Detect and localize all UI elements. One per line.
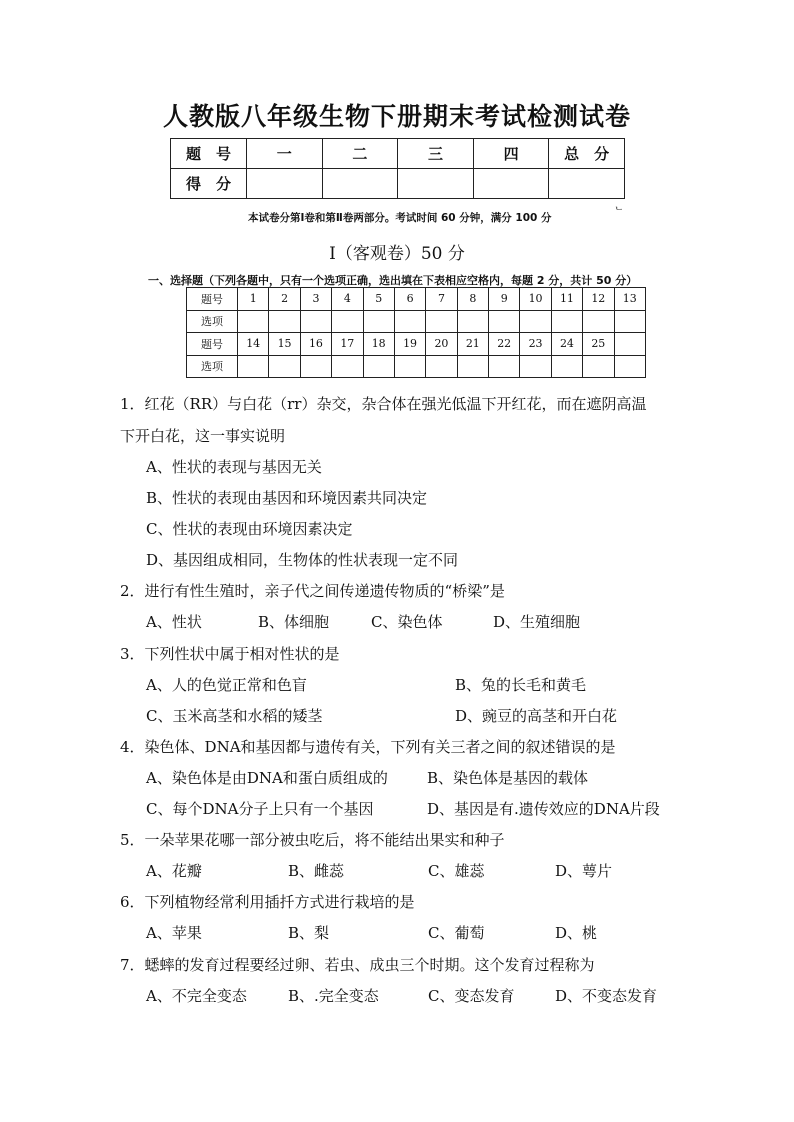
question-number: 2 bbox=[269, 288, 300, 311]
question-2-option-d: D、生殖细胞 bbox=[493, 613, 581, 631]
score-header-cell: 题 号 bbox=[171, 139, 247, 169]
question-number: 14 bbox=[238, 333, 269, 356]
score-row-label: 得 分 bbox=[171, 169, 247, 199]
question-number: 17 bbox=[332, 333, 363, 356]
question-1-option-c: C、性状的表现由环境因素决定 bbox=[146, 520, 353, 538]
score-header-row bbox=[171, 139, 625, 169]
answer-number-row bbox=[187, 333, 646, 356]
question-number: 22 bbox=[489, 333, 520, 356]
answer-row-label: 题号 bbox=[187, 288, 238, 311]
question-3-option-a: A、人的色觉正常和色盲 bbox=[146, 676, 307, 694]
answer-number-row bbox=[187, 288, 646, 311]
answer-cell bbox=[269, 310, 300, 333]
question-6-option-a: A、苹果 bbox=[146, 924, 202, 942]
question-number: 8 bbox=[457, 288, 488, 311]
question-3-option-d: D、豌豆的高茎和开白花 bbox=[455, 707, 618, 725]
choice-instructions: 一、选择题（下列各题中，只有一个选项正确，选出填在下表相应空格内，每题 2 分，共计 50 分） bbox=[148, 274, 638, 287]
question-number: 1 bbox=[238, 288, 269, 311]
question-number: 23 bbox=[520, 333, 551, 356]
answer-choice-row bbox=[187, 310, 646, 333]
answer-cell bbox=[238, 310, 269, 333]
score-table bbox=[170, 138, 625, 199]
score-header-cell: 二 bbox=[322, 139, 398, 169]
answer-row-label: 选项 bbox=[187, 355, 238, 378]
score-cell bbox=[322, 169, 398, 199]
answer-cell bbox=[457, 355, 488, 378]
answer-cell bbox=[363, 310, 394, 333]
question-number: 12 bbox=[583, 288, 614, 311]
answer-cell bbox=[238, 355, 269, 378]
question-5-option-a: A、花瓣 bbox=[146, 862, 202, 880]
answer-cell bbox=[457, 310, 488, 333]
question-3-option-b: B、兔的长毛和黄毛 bbox=[455, 676, 587, 694]
question-1-option-d: D、基因组成相同，生物体的性状表现一定不同 bbox=[146, 551, 459, 569]
answer-row-label: 题号 bbox=[187, 333, 238, 356]
answer-cell bbox=[300, 355, 331, 378]
question-2-stem: 2．进行有性生殖时，亲子代之间传递遗传物质的“桥梁”是 bbox=[120, 582, 505, 600]
question-4-option-a: A、染色体是由DNA和蛋白质组成的 bbox=[146, 769, 388, 787]
answer-cell bbox=[363, 355, 394, 378]
question-number: 18 bbox=[363, 333, 394, 356]
question-2-option-c: C、染色体 bbox=[371, 613, 443, 631]
question-number: 25 bbox=[583, 333, 614, 356]
answer-cell bbox=[426, 310, 457, 333]
score-header-cell: 总 分 bbox=[549, 139, 625, 169]
answer-table bbox=[186, 287, 646, 378]
answer-cell bbox=[520, 310, 551, 333]
answer-cell bbox=[394, 355, 425, 378]
question-number: 16 bbox=[300, 333, 331, 356]
answer-cell bbox=[489, 355, 520, 378]
question-number: 3 bbox=[300, 288, 331, 311]
question-7-option-a: A、不完全变态 bbox=[146, 987, 247, 1005]
question-number bbox=[614, 333, 646, 356]
answer-cell bbox=[614, 310, 646, 333]
answer-cell bbox=[269, 355, 300, 378]
score-cell bbox=[398, 169, 474, 199]
question-6-option-c: C、葡萄 bbox=[428, 924, 485, 942]
answer-cell bbox=[332, 355, 363, 378]
answer-cell bbox=[332, 310, 363, 333]
answer-cell bbox=[583, 310, 614, 333]
question-number: 10 bbox=[520, 288, 551, 311]
exam-title: 人教版八年级生物下册期末考试检测试卷 bbox=[162, 102, 631, 131]
question-number: 11 bbox=[551, 288, 582, 311]
question-number: 15 bbox=[269, 333, 300, 356]
question-7-stem: 7．蟋蟀的发育过程要经过卵、若虫、成虫三个时期。这个发育过程称为 bbox=[120, 956, 595, 974]
answer-cell bbox=[394, 310, 425, 333]
answer-row-label: 选项 bbox=[187, 310, 238, 333]
section-title: Ⅰ（客观卷）50 分 bbox=[329, 244, 465, 264]
score-cell bbox=[247, 169, 323, 199]
exam-note: 本试卷分第Ⅰ卷和第Ⅱ卷两部分。考试时间 60 分钟，满分 100 分 bbox=[248, 212, 552, 224]
score-header-cell: 一 bbox=[247, 139, 323, 169]
answer-cell bbox=[300, 310, 331, 333]
question-number: 20 bbox=[426, 333, 457, 356]
question-3-option-c: C、玉米高茎和水稻的矮茎 bbox=[146, 707, 323, 725]
question-number: 21 bbox=[457, 333, 488, 356]
question-number: 24 bbox=[551, 333, 582, 356]
question-5-stem: 5．一朵苹果花哪一部分被虫吃后，将不能结出果实和种子 bbox=[120, 831, 505, 849]
question-4-option-d: D、基因是有.遗传效应的DNA片段 bbox=[427, 800, 660, 818]
answer-cell bbox=[583, 355, 614, 378]
answer-cell bbox=[551, 310, 582, 333]
question-number: 7 bbox=[426, 288, 457, 311]
question-4-stem: 4．染色体、DNA和基因都与遗传有关，下列有关三者之间的叙述错误的是 bbox=[120, 738, 616, 756]
question-7-option-b: B、.完全变态 bbox=[288, 987, 379, 1005]
question-7-option-d: D、不变态发育 bbox=[555, 987, 658, 1005]
question-7-option-c: C、变态发育 bbox=[428, 987, 515, 1005]
answer-cell bbox=[489, 310, 520, 333]
question-5-option-c: C、雄蕊 bbox=[428, 862, 485, 880]
question-number: 6 bbox=[394, 288, 425, 311]
question-6-option-d: D、桃 bbox=[555, 924, 598, 942]
score-value-row bbox=[171, 169, 625, 199]
answer-cell bbox=[520, 355, 551, 378]
answer-cell bbox=[551, 355, 582, 378]
corner-mark: ᄂ bbox=[614, 207, 624, 218]
question-number: 4 bbox=[332, 288, 363, 311]
question-5-option-d: D、萼片 bbox=[555, 862, 613, 880]
question-6-option-b: B、梨 bbox=[288, 924, 330, 942]
question-number: 9 bbox=[489, 288, 520, 311]
answer-choice-row bbox=[187, 355, 646, 378]
question-number: 5 bbox=[363, 288, 394, 311]
score-header-cell: 四 bbox=[473, 139, 549, 169]
question-1-stem-cont: 下开白花，这一事实说明 bbox=[120, 427, 286, 445]
question-2-option-a: A、性状 bbox=[146, 613, 202, 631]
score-cell bbox=[549, 169, 625, 199]
question-3-stem: 3．下列性状中属于相对性状的是 bbox=[120, 645, 340, 663]
score-cell bbox=[473, 169, 549, 199]
question-1-option-b: B、性状的表现由基因和环境因素共同决定 bbox=[146, 489, 428, 507]
question-4-option-c: C、每个DNA分子上只有一个基因 bbox=[146, 800, 374, 818]
answer-cell bbox=[614, 355, 646, 378]
question-number: 13 bbox=[614, 288, 646, 311]
question-5-option-b: B、雌蕊 bbox=[288, 862, 345, 880]
question-2-option-b: B、体细胞 bbox=[258, 613, 330, 631]
answer-cell bbox=[426, 355, 457, 378]
score-header-cell: 三 bbox=[398, 139, 474, 169]
question-1-stem: 1．红花（RR）与白花（rr）杂交，杂合体在强光低温下开红花，而在遮阴高温 bbox=[120, 395, 647, 413]
question-number: 19 bbox=[394, 333, 425, 356]
question-1-option-a: A、性状的表现与基因无关 bbox=[146, 458, 322, 476]
question-6-stem: 6．下列植物经常利用插扦方式进行栽培的是 bbox=[120, 893, 415, 911]
question-4-option-b: B、染色体是基因的载体 bbox=[427, 769, 589, 787]
